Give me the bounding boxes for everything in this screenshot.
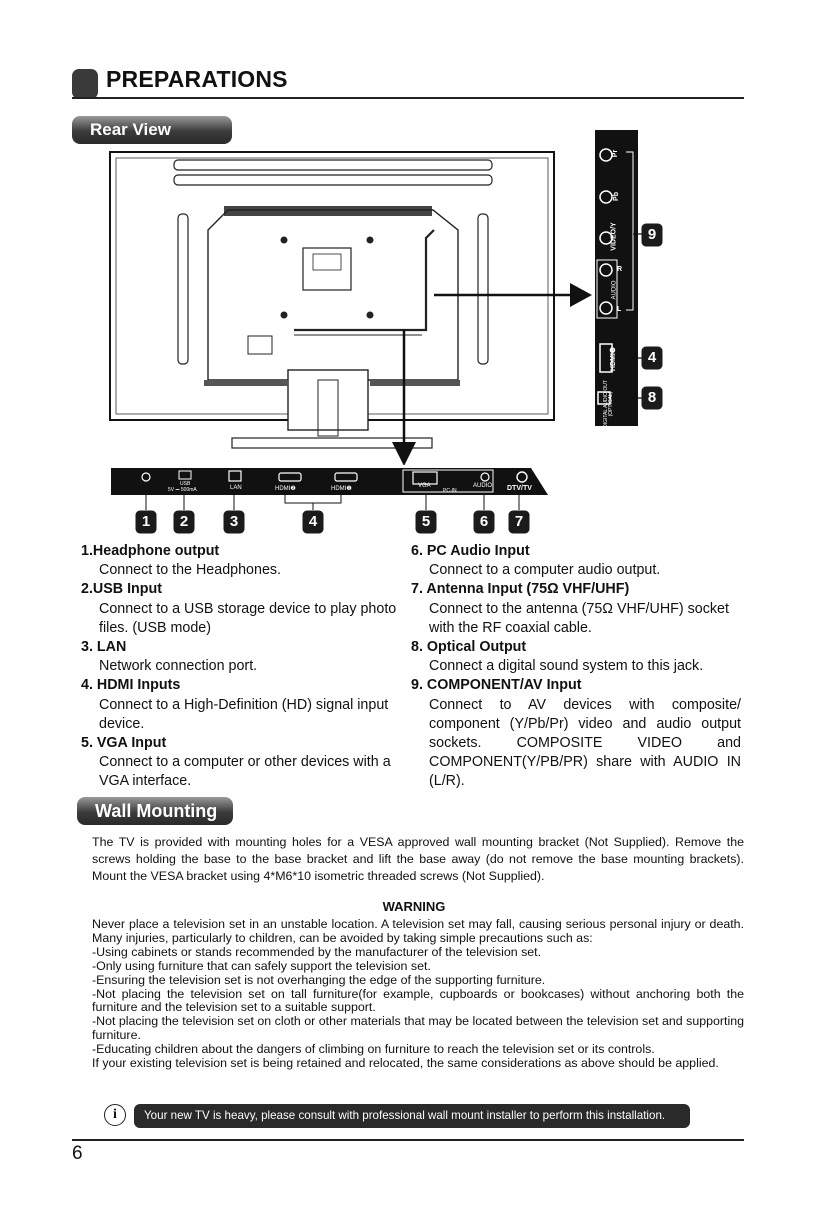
side-label-pb: Pb xyxy=(612,192,620,201)
item-description: Connect a digital sound system to this jack. xyxy=(429,658,704,675)
wall-mounting-text: The TV is provided with mounting holes for a VESA approved wall mounting bracket (Not Supplied). Remove the screws holding the base to the base bracket and lift the base away (do not remove the base mounting brackets). Mount the VESA bracket using 4*M6*10 isometric threaded screws (Not Supplied). xyxy=(92,835,744,883)
warning-title: WARNING xyxy=(382,899,446,914)
port-label-audio: AUDIO xyxy=(473,483,493,489)
callout-6: 6 xyxy=(475,512,493,532)
side-label-audio: AUDIO xyxy=(611,280,618,300)
item-description: Connect to the antenna (75Ω VHF/UHF) socket with the RF coaxial cable. xyxy=(429,600,729,636)
item-description: Network connection port. xyxy=(99,658,258,675)
side-label-video: VIDEO/Y xyxy=(610,222,618,251)
item-description: Connect to a computer or other devices with a VGA interface. xyxy=(99,754,391,790)
callout-4: 4 xyxy=(304,512,322,532)
item-description: Connect to a computer audio output. xyxy=(429,562,661,579)
item-heading: 8. Optical Output xyxy=(411,639,527,656)
warning-item: -Ensuring the television set is not overhanging the edge of the supporting furniture. xyxy=(92,972,546,987)
item-heading: 1.Headphone output xyxy=(81,543,220,559)
page-title: PREPARATIONS xyxy=(106,66,288,92)
side-label-optical: DIGITAL AUDIO OUT (OPTICAL) xyxy=(603,380,614,428)
warning-item: -Not placing the television set on cloth or other materials that may be located between the television set and supporting furniture. xyxy=(92,1014,744,1043)
rear-view-heading: Rear View xyxy=(72,116,232,144)
installation-note: Your new TV is heavy, please consult with professional wall mount installer to perform this installation. xyxy=(134,1104,690,1128)
warning-item: -Only using furniture that can safely support the television set. xyxy=(92,958,431,973)
item-description: Connect to the Headphones. xyxy=(99,562,282,579)
port-descriptions-right xyxy=(411,542,741,792)
item-heading: 5. VGA Input xyxy=(81,735,167,752)
port-label-usb-rating: 5V ⎓ 500mA xyxy=(168,487,197,493)
item-heading: 6. PC Audio Input xyxy=(411,543,530,559)
wall-mounting-heading: Wall Mounting xyxy=(77,797,233,825)
item-heading: 2.USB Input xyxy=(81,581,163,598)
callout-5: 5 xyxy=(417,512,435,532)
port-label-usb: USB xyxy=(180,481,191,487)
item-description: Connect to a USB storage device to play photo files. (USB mode) xyxy=(99,600,397,636)
tv-rear-view-illustration xyxy=(108,130,648,465)
warning-item: -Using cabinets or stands recommended by the manufacturer of the television set. xyxy=(92,944,542,959)
callout-1: 1 xyxy=(137,512,155,532)
info-icon: i xyxy=(104,1104,126,1126)
port-descriptions-left xyxy=(81,542,401,792)
item-heading: 4. HDMI Inputs xyxy=(81,677,181,694)
callout-9: 9 xyxy=(643,225,661,245)
warning-outro: If your existing television set is being retained and relocated, the same considerations as above should be applied. xyxy=(92,1056,719,1071)
port-label-hdmi1: HDMI❶ xyxy=(331,486,352,492)
item-heading: 9. COMPONENT/AV Input xyxy=(411,677,582,694)
side-label-hdmi3: HDMI❸ xyxy=(610,346,618,372)
callout-7: 7 xyxy=(510,512,528,532)
callout-8: 8 xyxy=(643,388,661,408)
port-label-hdmi2: HDMI❷ xyxy=(275,486,296,492)
warning-item: -Educating children about the dangers of climbing on furniture to reach the television set or its controls. xyxy=(92,1042,655,1057)
item-description: Connect to AV devices with composite/ component (Y/Pb/Pr) video and audio output sockets. COMPOSITE VIDEO and COMPONENT(Y/PB/PR) share with AUDIO IN (L/R). xyxy=(429,696,741,790)
item-heading: 3. LAN xyxy=(81,639,127,656)
callout-2: 2 xyxy=(175,512,193,532)
item-heading: 7. Antenna Input (75Ω VHF/UHF) xyxy=(411,581,630,598)
port-label-lan: LAN xyxy=(230,485,242,491)
side-label-r: R xyxy=(617,266,623,273)
warning-intro: Never place a television set in an unstable location. A television set may fall, causing serious personal injury or death. Many injuries, particularly to children, can be avoided by taking simple precautions such as: xyxy=(92,917,744,945)
footer-divider xyxy=(72,1139,744,1141)
callout-3: 3 xyxy=(225,512,243,532)
side-label-l: L xyxy=(617,306,622,313)
side-label-pr: Pr xyxy=(612,149,620,158)
warning-body xyxy=(92,918,744,1071)
page-number: 6 xyxy=(72,1143,83,1164)
section-marker-icon xyxy=(72,69,98,99)
port-label-vga: VGA xyxy=(418,483,431,489)
callout-4-side: 4 xyxy=(643,348,661,368)
port-label-dtv: DTV/TV xyxy=(507,485,532,492)
warning-item: -Not placing the television set on tall furniture(for example, cupboards or bookcases) without anchoring both the furniture and the television set to a suitable support. xyxy=(92,986,744,1015)
title-divider xyxy=(72,97,744,99)
port-label-pc-in: PC-IN xyxy=(443,488,457,494)
item-description: Connect to a High-Definition (HD) signal input device. xyxy=(99,696,389,732)
